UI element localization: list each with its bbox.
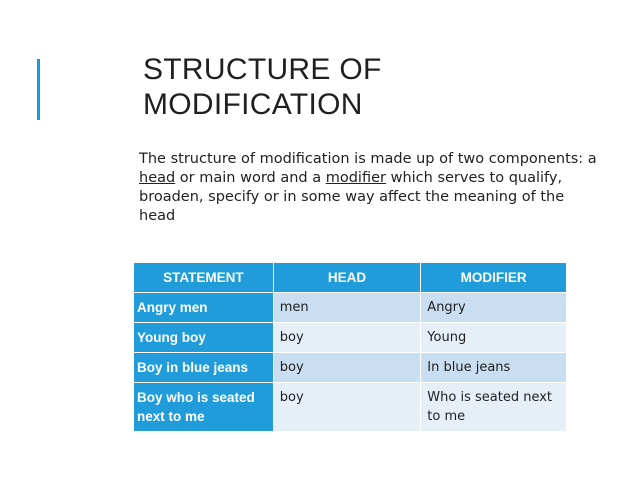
head-cell: boy <box>273 353 421 383</box>
slide-title <box>143 52 382 122</box>
table-row <box>134 293 567 323</box>
head-cell: boy <box>273 383 421 432</box>
head-cell: boy <box>273 323 421 353</box>
statement-cell: Boy in blue jeans <box>134 353 274 383</box>
header-modifier: MODIFIER <box>421 263 567 293</box>
modification-table <box>133 262 567 432</box>
head-term: head <box>139 170 176 186</box>
modifier-cell: Angry <box>421 293 567 323</box>
body-part-1: The structure of modification is made up of two components: a <box>139 151 597 167</box>
accent-bar <box>37 59 40 120</box>
modifier-cell: In blue jeans <box>421 353 567 383</box>
modifier-cell: Young <box>421 323 567 353</box>
table-row <box>134 323 567 353</box>
head-cell: men <box>273 293 421 323</box>
statement-cell: Young boy <box>134 323 274 353</box>
statement-cell: Angry men <box>134 293 274 323</box>
table-header-row <box>134 263 567 293</box>
body-part-2: or main word and a <box>175 170 326 186</box>
table-row <box>134 383 567 432</box>
header-statement: STATEMENT <box>134 263 274 293</box>
table-row <box>134 353 567 383</box>
body-part-3: which serves to qualify, broaden, specify or in some way affect the meaning of the head <box>139 170 565 224</box>
header-head: HEAD <box>273 263 421 293</box>
body-paragraph <box>139 150 599 226</box>
modifier-term: modifier <box>325 170 386 186</box>
title-line-1: STRUCTURE OF <box>143 53 382 86</box>
statement-cell: Boy who is seated next to me <box>134 383 274 432</box>
modifier-cell: Who is seated next to me <box>421 383 567 432</box>
title-line-2: MODIFICATION <box>143 88 363 121</box>
